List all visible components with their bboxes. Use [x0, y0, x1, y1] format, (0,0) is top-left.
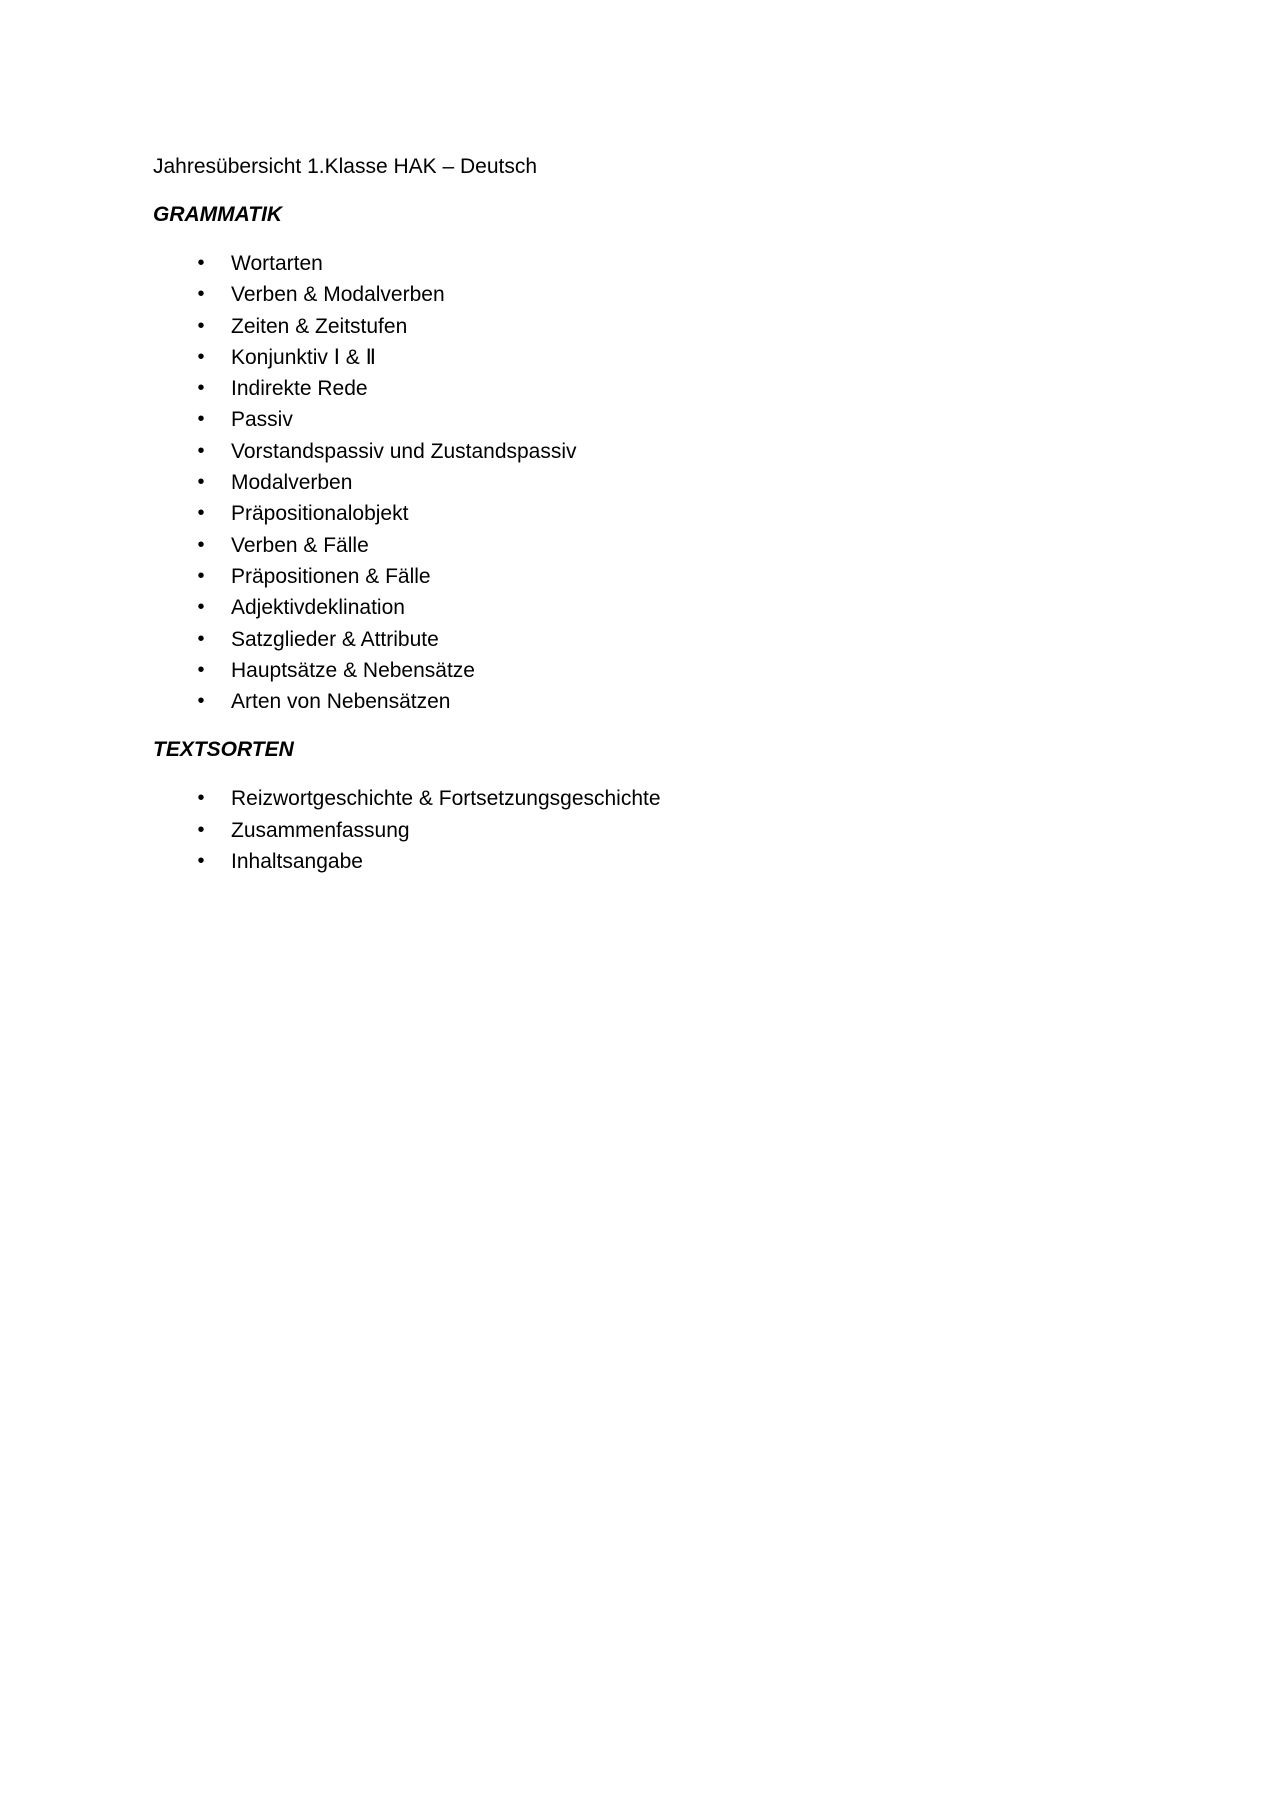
bullet-icon: •: [197, 314, 205, 337]
list-item-text: Konjunktiv Ⅰ & Ⅱ: [231, 345, 376, 369]
list-item: [153, 624, 1133, 655]
list-item: [153, 498, 1133, 529]
list-item: [153, 248, 1133, 279]
list-item-text: Inhaltsangabe: [231, 850, 363, 874]
bullet-icon: •: [197, 345, 205, 368]
grammatik-list: [153, 248, 1133, 717]
list-item: [153, 436, 1133, 467]
list-item-text: Präpositionen & Fälle: [231, 564, 431, 588]
list-item: [153, 373, 1133, 404]
textsorten-list: [153, 783, 1133, 877]
list-item-text: Zeiten & Zeitstufen: [231, 314, 408, 338]
list-item-text: Reizwortgeschichte & Fortsetzungsgeschichte: [231, 787, 661, 811]
list-item: [153, 467, 1133, 498]
bullet-icon: •: [197, 533, 205, 556]
list-item-text: Vorstandspassiv und Zustandspassiv: [231, 439, 577, 463]
bullet-icon: •: [197, 564, 205, 587]
list-item-text: Arten von Nebensätzen: [231, 690, 451, 714]
bullet-icon: •: [197, 439, 205, 462]
bullet-icon: •: [197, 596, 205, 619]
list-item: [153, 342, 1133, 373]
bullet-icon: •: [197, 818, 205, 841]
bullet-icon: •: [197, 377, 205, 400]
bullet-icon: •: [197, 471, 205, 494]
list-item: [153, 311, 1133, 342]
bullet-icon: •: [197, 627, 205, 650]
list-item: [153, 592, 1133, 623]
section-heading-grammatik: GRAMMATIK: [153, 203, 283, 226]
list-item-text: Passiv: [231, 408, 293, 432]
list-item-text: Zusammenfassung: [231, 818, 410, 842]
list-item-text: Hauptsätze & Nebensätze: [231, 658, 475, 682]
list-item: [153, 815, 1133, 846]
list-item: [153, 846, 1133, 877]
document-title: Jahresübersicht 1.Klasse HAK – Deutsch: [153, 155, 538, 178]
list-item: [153, 404, 1133, 435]
bullet-icon: •: [197, 690, 205, 713]
bullet-icon: •: [197, 658, 205, 681]
bullet-icon: •: [197, 787, 205, 810]
document-body: [153, 152, 1133, 895]
bullet-icon: •: [197, 283, 205, 306]
list-item: [153, 279, 1133, 310]
list-item-text: Modalverben: [231, 471, 353, 495]
list-item-text: Indirekte Rede: [231, 377, 368, 401]
bullet-icon: •: [197, 252, 205, 274]
list-item: [153, 783, 1133, 814]
bullet-icon: •: [197, 408, 205, 431]
list-item: [153, 530, 1133, 561]
list-item-text: Satzglieder & Attribute: [231, 627, 439, 651]
list-item: [153, 561, 1133, 592]
list-item-text: Adjektivdeklination: [231, 596, 405, 620]
bullet-icon: •: [197, 850, 205, 873]
list-item-text: Präpositionalobjekt: [231, 502, 409, 526]
bullet-icon: •: [197, 502, 205, 525]
list-item-text: Verben & Modalverben: [231, 283, 445, 307]
list-item-text: Verben & Fälle: [231, 533, 369, 557]
list-item: [153, 655, 1133, 686]
list-item: [153, 686, 1133, 717]
list-item-text: Wortarten: [231, 252, 323, 275]
section-heading-textsorten: TEXTSORTEN: [153, 738, 294, 762]
